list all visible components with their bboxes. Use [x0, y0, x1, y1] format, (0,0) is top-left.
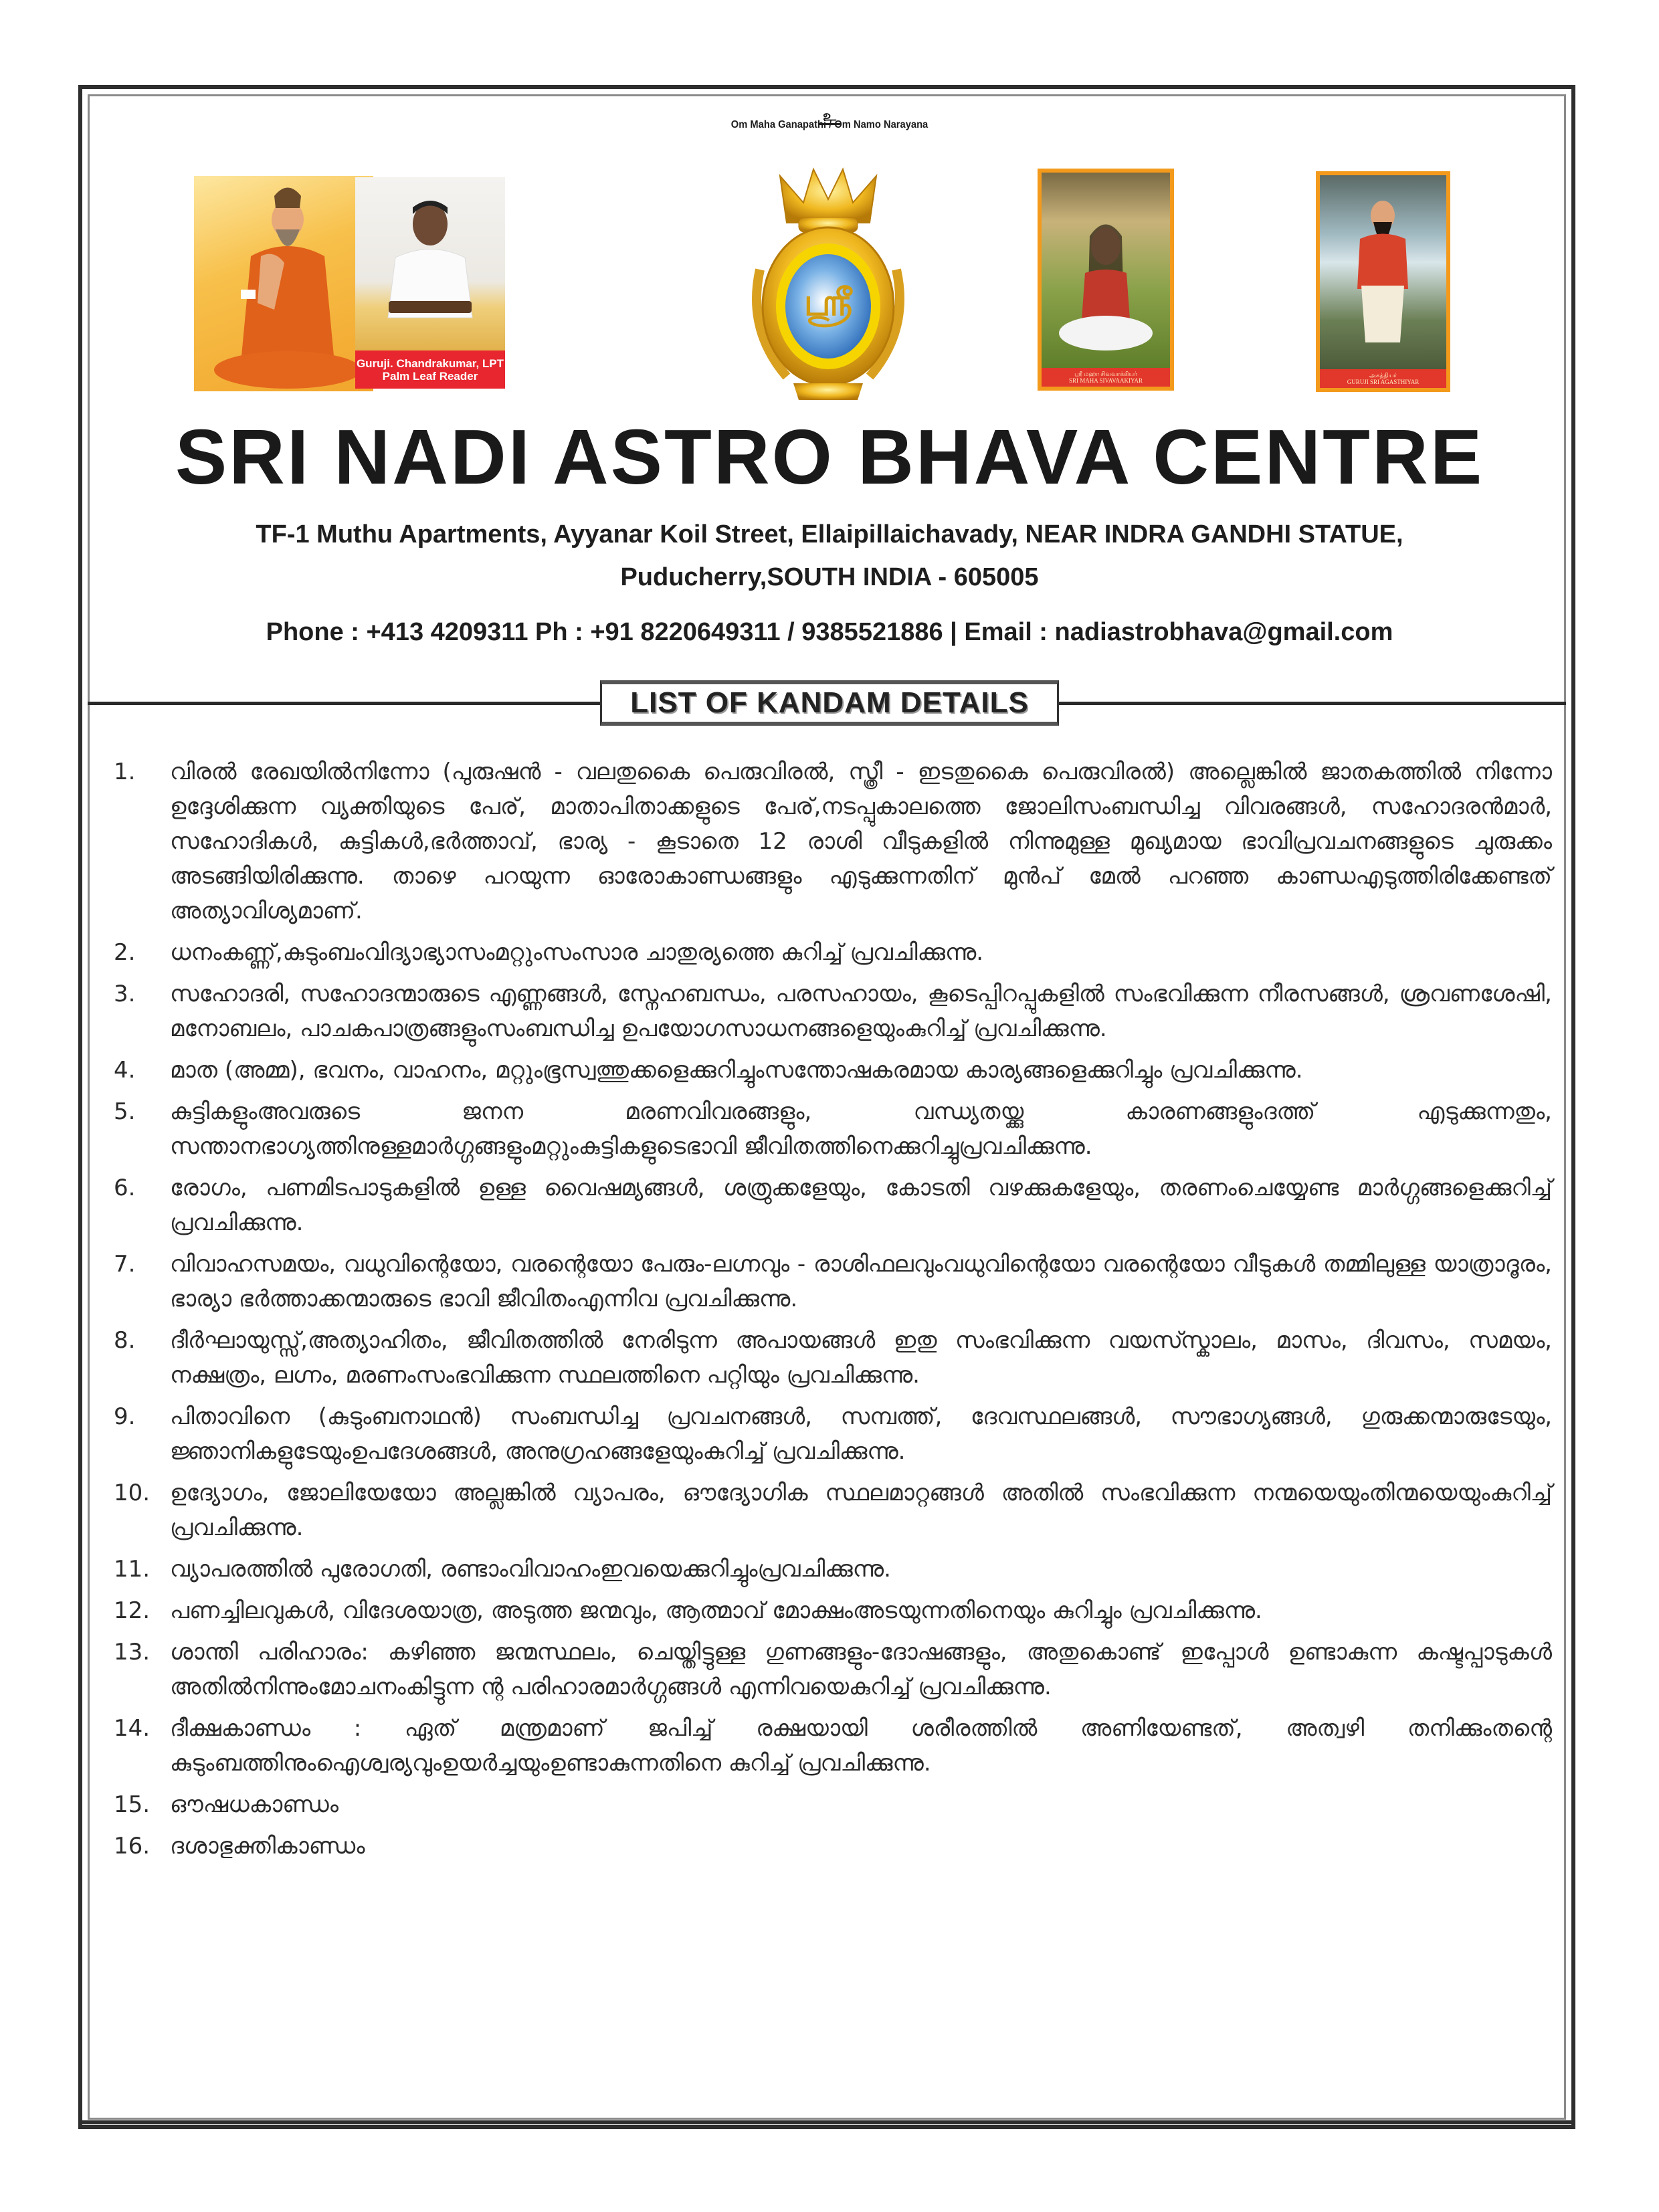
- list-item: 8. ദീർഘായുസ്സ്,അത്യാഹിതം, ജീവിതത്തിൽ നേരിടുന്ന അപായങ്ങൾ ഇതു സംഭവിക്കുന്ന വയസ്സ്കാലം, മാസം, ദിവസം, സമയം, നക്ഷത്രം, ലഗ്നം, മരണംസംഭവിക്കുന്ന സ്ഥലത്തിനെ പറ്റിയും പ്രവചിക്കുന്നു.: [114, 1327, 1552, 1389]
- contact-info: Phone : +413 4209311 Ph : +91 8220649311 / 9385521886 | Email : nadiastrobhava@gmail.com: [266, 618, 1393, 646]
- sri-maha-sivavaakiyar-image: [1038, 169, 1174, 391]
- organization-title: SRI NADI ASTRO BHAVA CENTRE: [175, 413, 1484, 500]
- bottom-border: [78, 2120, 1575, 2124]
- list-item: 7. വിവാഹസമയം, വധുവിന്റെയോ, വരന്റെയോ പേരും-ലഗ്നവും - രാശിഫലവുംവധുവിന്റെയോ വരന്റെയോ വീടുകൾ തമ്മിലുള്ള യാത്രാദൂരം, ഭാര്യാ ഭർത്താക്കന്മാരുടെ ഭാവി ജീവിതംഎന്നിവ പ്രവചിക്കുന്നു.: [114, 1251, 1552, 1312]
- person-icon: [355, 177, 505, 350]
- saint-caption: அகத்தியர் GURUJI SRI AGASTHIYAR: [1320, 369, 1446, 388]
- meditating-saint-icon: [1042, 173, 1170, 368]
- list-item: 9. പിതാവിനെ (കുടുംബനാഥൻ) സംബന്ധിച്ച പ്രവചനങ്ങൾ, സമ്പത്ത്, ദേവസ്ഥലങ്ങൾ, സൗഭാഗ്യങ്ങൾ, ഗുരുക്കന്മാരുടേയും, ജ്ഞാനികളുടേയുംഉപദേശങ്ങൾ, അനുഗ്രഹങ്ങളേയുംകുറിച്ച് പ്രവചിക്കുന്നു.: [114, 1403, 1552, 1465]
- om-symbol: உ: [0, 108, 1659, 125]
- centre-logo: [740, 163, 916, 403]
- list-item: 3. സഹോദരി, സഹോദന്മാരുടെ എണ്ണങ്ങൾ, സ്നേഹബന്ധം, പരസഹായം, കൂടെപ്പിറപ്പുകളിൽ സംഭവിക്കുന്ന നീരസങ്ങൾ, ശ്രവണശേഷി, മനോബലം, പാചകപാത്രങ്ങളുംസംബന്ധിച്ച ഉപയോഗസാധനങ്ങളെയുംകുറിച്ച് പ്രവചിക്കുന്നു.: [114, 981, 1552, 1042]
- guruji-portrait: [355, 177, 505, 350]
- list-item: 15. ഔഷധകാണ്ഡം: [114, 1791, 339, 1818]
- list-item: 4. മാത (അമ്മ), ഭവനം, വാഹനം, മറ്റുംഭൂസ്വത്തുക്കളെക്കുറിച്ചുംസന്തോഷകരമായ കാര്യങ്ങളെക്കുറിച്ചും പ്രവചിക്കുന്നു.: [114, 1057, 1303, 1084]
- kandam-list: [114, 755, 1552, 1870]
- guruji-photo: [355, 177, 505, 389]
- list-item: 13. ശാന്തി പരിഹാരം: കഴിഞ്ഞ ജന്മസ്ഥലം, ചെയ്തിട്ടുള്ള ഗുണങ്ങളും-ദോഷങ്ങളും, അതുകൊണ്ട് ഇപ്പോൾ ഉണ്ടാകുന്ന കഷ്ടപ്പാടുകൾ അതിൽനിന്നുംമോചനംകിട്ടുന്ന ന്റ പരിഹാരമാർഗ്ഗങ്ങൾ എന്നിവയെകുറിച്ച് പ്രവചിക്കുന്നു.: [114, 1639, 1552, 1700]
- list-item: 5. കുട്ടികളുംഅവരുടെ ജനന മരണവിവരങ്ങളും, വന്ധ്യതയ്ക്കു കാരണങ്ങളുംദത്ത് എടുക്കുന്നതും, സന്താനഭാഗ്യത്തിനുള്ളമാർഗ്ഗങ്ങളുംമറ്റുംകുട്ടികളുടെഭാവി ജീവിതത്തിനെക്കുറിച്ചുപ്രവചിക്കുന്നു.: [114, 1098, 1552, 1160]
- list-item: 2. ധനംകണ്ണ്,കുടുംബംവിദ്യാഭ്യാസംമറ്റുംസംസാര ചാതുര്യത്തെ കുറിച്ച് പ്രവചിക്കുന്നു.: [114, 939, 984, 966]
- list-item: 12. പണച്ചിലവുകൾ, വിദേശയാത്ര, അടുത്ത ജന്മവും, ആത്മാവ് മോക്ഷംഅടയുന്നതിനെയും കുറിച്ചും പ്രവചിക്കുന്നു.: [114, 1597, 1262, 1624]
- list-item: 6. രോഗം, പണമിടപാടുകളിൽ ഉള്ള വൈഷമ്യങ്ങൾ, ശത്രുക്കളേയും, കോടതി വഴക്കുകളേയും, തരണംചെയ്യേണ്ട മാർഗ്ഗങ്ങളെക്കുറിച്ച് പ്രവചിക്കുന്നു.: [114, 1175, 1552, 1236]
- svg-text:ஸ்ரீ: ஸ்ரீ: [803, 280, 853, 324]
- guruji-caption: Guruji. Chandrakumar, LPT Palm Leaf Reader: [355, 350, 505, 389]
- address-line-1: TF-1 Muthu Apartments, Ayyanar Koil Street, Ellaipillaichavady, NEAR INDRA GANDHI STATUE,: [256, 520, 1403, 548]
- address-line-2: Puducherry,SOUTH INDIA - 605005: [620, 563, 1039, 591]
- list-item: 16. ദശാഭുക്തികാണ്ഡം: [114, 1833, 365, 1859]
- saint-painting: [1320, 175, 1446, 369]
- section-title: LIST OF KANDAM DETAILS: [600, 680, 1059, 726]
- saint-caption: ஸ்ரீ மஹா சிவவாக்கியர் SRI MAHA SIVAVAAKIYAR: [1042, 368, 1170, 387]
- sage-illustration-icon: [194, 176, 373, 391]
- invocation-text: Om Maha Ganapathi / Om Namo Narayana: [730, 119, 929, 130]
- list-item: 1. വിരൽ രേഖയിൽനിന്നോ (പുരുഷൻ - വലതുകൈ പെരുവിരൽ, സ്ത്രീ - ഇടതുകൈ പെരുവിരൽ) അല്ലെങ്കിൽ ജാതകത്തിൽ നിന്നോ ഉദ്ദേശിക്കുന്ന വ്യക്തിയുടെ പേര്, മാതാപിതാക്കളുടെ പേര്,നടപ്പുകാലത്തെ ജോലിസംബന്ധിച്ച വിവരങ്ങൾ, സഹോദരൻമാർ, സഹോദികൾ, കുട്ടികൾ,ഭർത്താവ്, ഭാര്യ - കൂടാതെ 12 രാശി വീടുകളിൽ നിന്നുമുള്ള മുഖ്യമായ ഭാവിപ്രവചനങ്ങളുടെ ചുരുക്കം അടങ്ങിയിരിക്കുന്നു. താഴെ പറയുന്ന ഓരോകാണ്ഡങ്ങളും എടുക്കുന്നതിന് മുൻപ് മേൽ പറഞ്ഞ കാണ്ഡഎടുത്തിരിക്കേണ്ടത് അത്യാവിശ്യമാണ്.: [114, 759, 1552, 924]
- list-item: 11. വ്യാപരത്തിൽ പുരോഗതി, രണ്ടാംവിവാഹംഇവയെക്കുറിച്ചുംപ്രവചിക്കുന്നു.: [114, 1556, 891, 1583]
- crown-emblem-icon: [740, 163, 916, 403]
- list-item: 10. ഉദ്യോഗം, ജോലിയേയോ അല്ലങ്കിൽ വ്യാപരം, ഔദ്യോഗിക സ്ഥലമാറ്റങ്ങൾ അതിൽ സംഭവിക്കുന്ന നന്മയെയുംതിന്മയെയുംകുറിച്ച് പ്രവചിക്കുന്നു.: [114, 1480, 1552, 1541]
- sage-thiruvalluvar-image: [194, 176, 373, 391]
- saint-painting: [1042, 173, 1170, 368]
- standing-saint-icon: [1320, 175, 1446, 369]
- list-item: 14. ദീക്ഷകാണ്ഡം : ഏത് മന്ത്രമാണ് ജപിച്ച് രക്ഷയായി ശരീരത്തിൽ അണിയേണ്ടത്, അത്വഴി തനിക്കുംതന്റെ കുടുംബത്തിനുംഐശ്വര്യവുംഉയർച്ചയുംഉണ്ടാകുന്നതിനെ കുറിച്ച് പ്രവചിക്കുന്നു.: [114, 1715, 1552, 1777]
- guruji-sri-agasthiyar-image: [1316, 171, 1450, 392]
